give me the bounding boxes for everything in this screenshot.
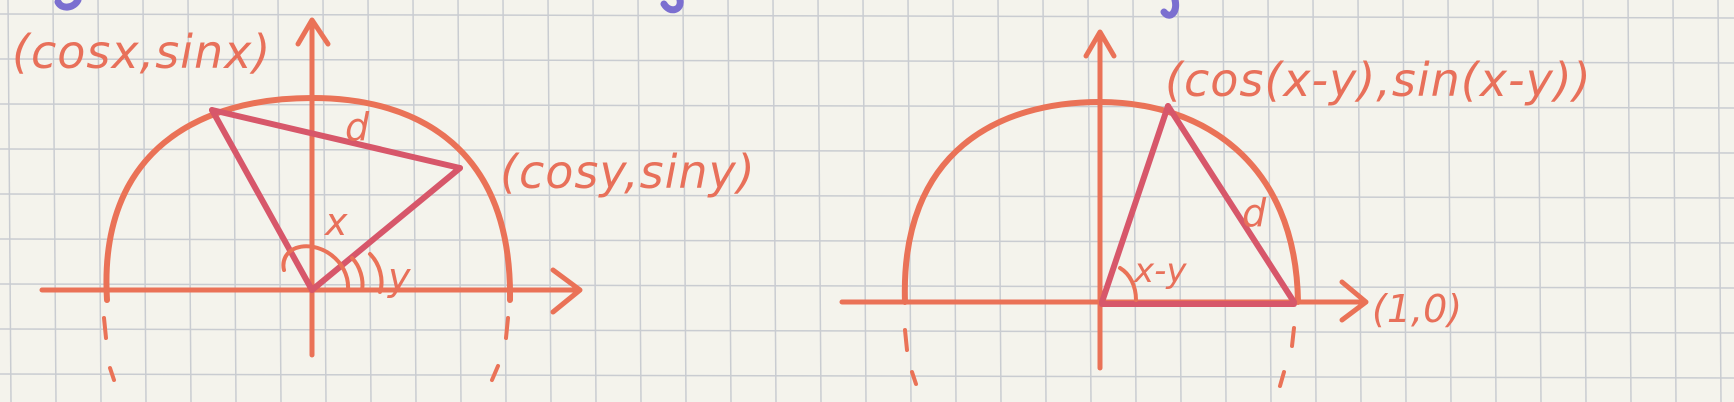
right-circle-dash-4 [1280,372,1284,386]
left-angle-y-label: y [388,255,411,299]
right-circle-dash-1 [905,330,907,350]
left-point-y-label: (cosy,siny) [500,145,756,199]
grid-line-vertical [1718,0,1721,402]
left-circle-dash-2 [110,368,114,380]
grid-line-horizontal [0,284,1734,288]
right-circle-dash-3 [1292,328,1294,346]
grid-line-horizontal [0,239,1734,243]
top-edge-mark-right [1164,0,1176,15]
grid-line-vertical [1043,0,1046,402]
left-chord-d [212,110,460,168]
grid-line-vertical [1628,0,1631,402]
left-chord-d-label: d [345,105,370,149]
left-circle-dash-4 [492,366,498,380]
grid-line-horizontal [0,14,1734,18]
right-angle-label: x-y [1134,251,1187,291]
top-edge-mark-left [58,0,78,7]
left-angle-y-arc-outer [370,254,382,292]
grid-line-horizontal [0,329,1734,333]
grid-line-vertical [1673,0,1676,402]
grid-line-horizontal [0,374,1734,378]
top-edge-mark-middle [664,0,680,10]
right-top-point-label: (cos(x-y),sin(x-y)) [1165,53,1592,107]
grid-line-vertical [8,0,11,402]
right-unit-point-label: (1,0) [1372,287,1463,331]
grid-line-vertical [998,0,1001,402]
left-unit-semicircle [106,98,510,300]
grid-line-horizontal [0,149,1734,153]
left-radius-to-x [212,110,312,290]
grid-line-vertical [1088,0,1091,402]
left-diagram [12,20,756,380]
left-point-x-label: (cosx,sinx) [12,25,272,79]
left-circle-dash-3 [506,318,508,338]
grid-line-vertical [908,0,911,402]
left-circle-dash-1 [104,318,106,338]
grid-line-vertical [953,0,956,402]
right-chord-d-label: d [1242,191,1267,235]
right-circle-dash-2 [912,372,916,384]
left-angle-x-label: x [325,200,348,244]
